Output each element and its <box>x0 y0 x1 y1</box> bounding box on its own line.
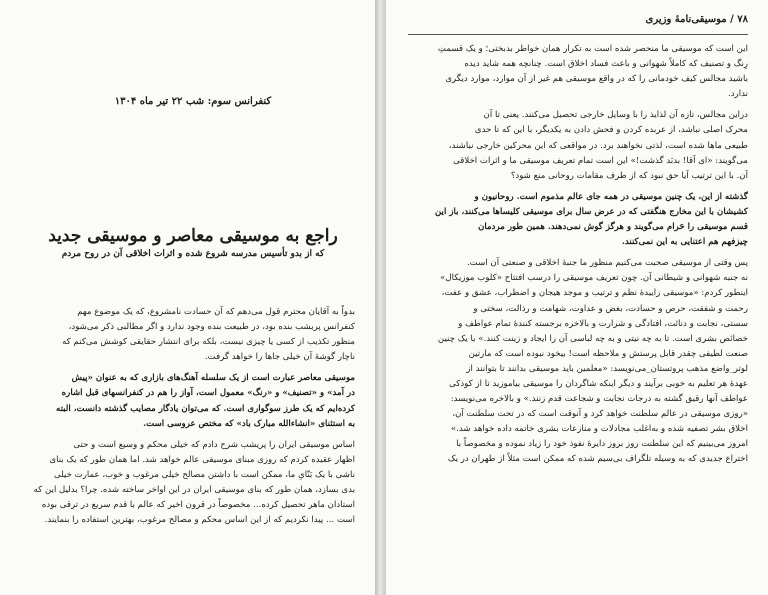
text-line: در آمد» و «تصنیف» و «رنگ» معمول است، آواز را هم در کنفرانسهای قبل اشاره <box>61 388 355 399</box>
text-line: کرده‌ایم که یک طرز سوگواری است. که می‌توان یادگار مصایب گذشته دانست، البته <box>55 403 355 414</box>
right-page <box>386 0 768 595</box>
text-line: منظور تکذیب از کسی یا چیزی نیست، بلکه برای انتشار حقایقی کوشش می‌کنم که <box>62 337 355 348</box>
paragraph <box>406 108 748 183</box>
text-line: باشید مجالس کیف خودمانی را که در واقع موسیقی هم غیر از آن موارد، موارد دیگری <box>445 74 748 85</box>
text-line: اخلاق بشر تصفیه شده و به‌اغلب مجادلات و منازعات بشری خاتمه داده خواهد شد.» <box>450 424 748 435</box>
chapter-title: راجع به موسیقی معاصر و موسیقی جدید <box>48 226 338 246</box>
text-line: استادان ماهر تحصیل کرده... مخصوصاً در قرون اخیر که عالم با قدم سریع در ترقی بوده <box>41 500 355 511</box>
text-line: این است که موسیقی ما منحصر شده است به تکرار همان خواطر بدبختی؛ و یک قسمتِ <box>437 44 748 54</box>
text-line: ناچار گوشهٔ آن خیلی جاها را خواهد گرفت. <box>204 352 355 363</box>
right-body-text <box>406 42 748 468</box>
paragraph <box>25 438 355 529</box>
paragraph <box>25 305 355 365</box>
text-line: آن. با این ترتیب آیا حق نبود که از طرف مقامات روحانی منع شود؟ <box>510 170 748 181</box>
text-line: کنفرانس پریشب بنده بود، در طبیعت بنده وجود ندارد و اگر مطالبی ذکر می‌شود، <box>68 322 355 333</box>
text-line: ناشی با یک بَنّایِ ما، ممکن است با داشتن مصالح خیلی مرغوب و خوب، عمارت خیلی <box>54 469 355 480</box>
text-line: ندارد. <box>728 89 748 100</box>
text-line: اینطور کردم: «موسیقی زاییدهٔ نظم و ترتیب و موجد هیجان و اضطراب، عشق و عفت، <box>441 288 748 299</box>
text-line: است ... پیدا نکردیم که از این اساس محکم و مصالح مرغوب، بهترین استفاده را بنمایند. <box>44 515 355 526</box>
book-gutter <box>375 0 386 595</box>
text-line: پس وقتی از موسیقی صحبت می‌کنیم منظور ما جنبهٔ اخلاقی و صنعتی آن است. <box>466 258 748 269</box>
text-line: موسیقی معاصر عبارت است از یک سلسله آهنگ‌های بازاری که به عنوان «پیش <box>71 373 355 384</box>
chapter-subtitle: که از بدو تأسیس مدرسه شروع شده و اثرات اخلاقی آن در روح مردم <box>61 249 325 259</box>
paragraph <box>406 256 748 467</box>
text-line: می‌گویند: «ای آقا! بدبَد گذشت!» این است تمام تعریف موسیقی ما و اثرات اخلاقی <box>453 155 748 166</box>
text-line: چیزفهم هم اعتنایی به این نمی‌کنند. <box>621 237 748 248</box>
text-line: صنعت لطیفی چقدر قابل پرستش و ملاحظه است! بیخود نبوده است که مارتین <box>468 348 748 359</box>
text-line: عهدهٔ هر تعلیم به خوبی برآیند و دیگر اینکه شاگردان را موسیقی بیاموزید تا از کودکی <box>449 378 748 389</box>
text-line: اظهار عقیده کردم که روزی مبنای موسیقی عالم خواهد شد. اما همان طور که یک بنای <box>49 454 355 465</box>
paragraph <box>25 371 355 431</box>
text-line: قسم موسیقی را حَرام می‌گویند و هرگز گوش نمی‌دهند. همین طور مردمان <box>478 222 748 233</box>
header-rule <box>408 34 748 35</box>
text-line: کشیشان با این مخارج هنگفتی که در عرض سال برای موسیقی کلیساها می‌کنند، باز این <box>435 206 748 217</box>
text-line: اساس موسیقی ایران را پریشب شرح دادم که خیلی محکم و وسیع است و حتی <box>73 439 355 450</box>
text-line: خصائص بشری است. تا به چه نیتی و به چه لباسی آن را ایجاد و زینت کنند.» با یک چنین <box>437 333 748 344</box>
text-line: بدواً به آقایان محترم قول می‌دهم که آن حسادت نامشروع، که یک موضوع مهم <box>77 307 355 317</box>
paragraph <box>406 190 748 250</box>
text-line: سستی، نجابت و دنائت، افتادگی و شرارت و بالاخره برجسته کنندهٔ تمام عواطف و <box>458 318 748 329</box>
text-line: طبیعی ماها شده است، لذتی نخواهند برد. در مواقعی که این محرکین خارجی نباشند، <box>448 140 748 151</box>
text-line: محرک اصلی نباشد، از عربده کردن و فحش دادن به یکدیگر، با این که تا حدی <box>474 125 748 136</box>
text-line: لوتر_واضع مذهب پروتستان_می‌نویسد: «معلمین باید موسیقی بدانند تا بتوانند از <box>466 363 748 374</box>
left-page <box>0 0 375 595</box>
text-line: رحمت و شفقت، حرص و حسادت، بغض و عداوت، شهامت و رذالت، سختی و <box>473 303 748 314</box>
text-line: بدی بسازد، همان طور که بنای موسیقی ایران در این اواخر ساخته شده. چرا؟ بدلیل این که <box>33 485 355 496</box>
text-line: دراین مجالس، تازه آن لذایذ را با وسایل خارجی تحصیل می‌کنند. یعنی تا آن <box>483 110 748 121</box>
text-line: گذشته از این، یک چنین موسیقی در همه جای عالم مذموم است. روحانیون و <box>474 191 748 202</box>
text-line: نه جنبه شهوانی و شیطانی آن. چون تعریف موسیقی را درسب افتتاح «کلوب موزیکال» <box>440 273 748 284</box>
text-line: «روزی موسیقی در عالم سلطنت خواهد کرد و آنوقت است که در تحت سلطنت آن، <box>452 409 748 420</box>
running-head: ۷۸ / موسیقی‌نامهٔ وزیری <box>645 14 748 25</box>
paragraph <box>406 42 748 102</box>
text-line: عواطف آنها رقیق گشته به درجات نجابت و شجاعت قدم زنند.» و بالاخره می‌نویسد: <box>450 394 748 405</box>
left-body-text <box>25 305 355 528</box>
lecture-header: کنفرانس سوم: شب ۲۲ تیر ماه ۱۳۰۴ <box>114 96 272 107</box>
text-line: اختراع جدیدی که به وسیله تلگراف بی‌سیم شده که ممکن است مثلاً از طهران در یک <box>447 454 748 465</box>
text-line: امروز می‌بینیم که این سلطنت روز بروز دایرهٔ نفوذ خود را زیاد نموده و مخصوصاً با <box>456 439 748 450</box>
text-line: رِنگ و تصنیف که کاملاً شهوانی و باعث فساد اخلاق است. چنانچه همه شاید دیده <box>464 59 748 70</box>
text-line: به استثنای «انشاءالله مبارک باد» که مختص عروسی است. <box>143 418 355 429</box>
